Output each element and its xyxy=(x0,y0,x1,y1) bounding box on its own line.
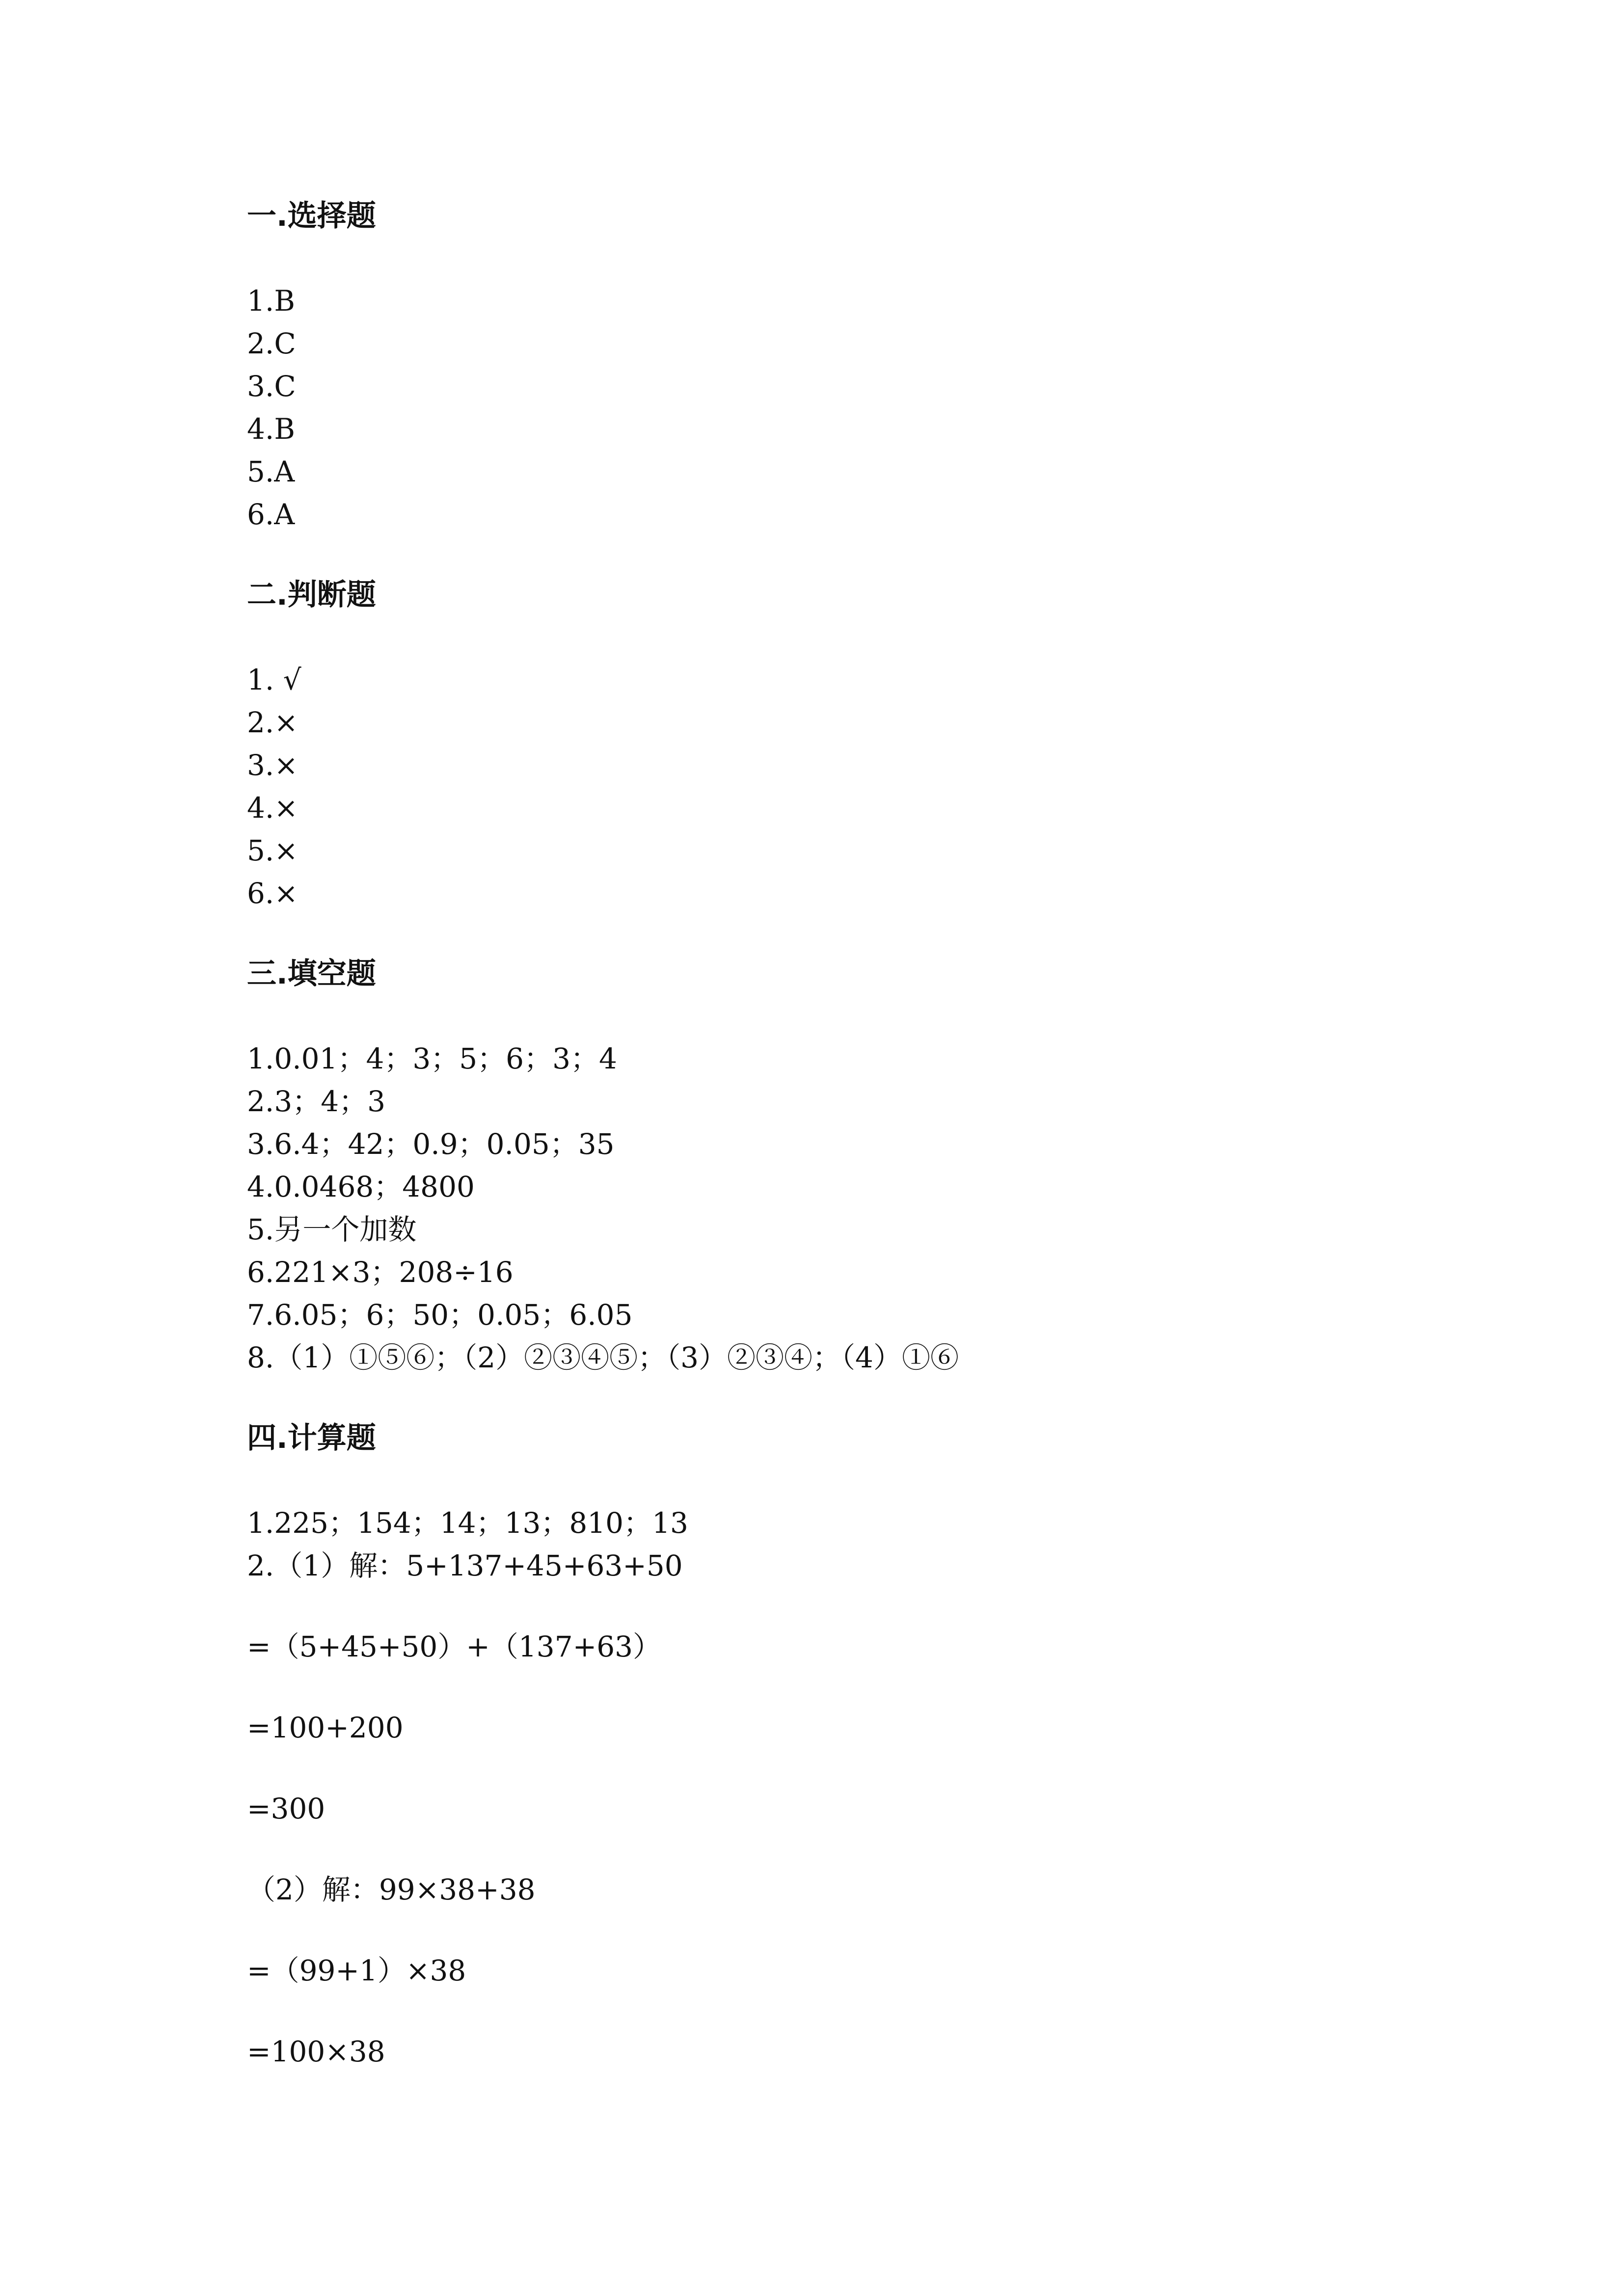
calculation-step: （2）解：99×38+38 xyxy=(247,1873,536,1906)
answer-line: 5.另一个加数 xyxy=(247,1213,417,1246)
answer-line: 1. √ xyxy=(247,663,301,696)
answer-line: 3.× xyxy=(247,748,298,782)
answer-line: 7.6.05；6；50；0.05；6.05 xyxy=(247,1298,633,1332)
answer-line: 4.B xyxy=(247,412,295,446)
section-title-judgement: 二.判断题 xyxy=(247,578,376,612)
answer-line: 3.6.4；42；0.9；0.05；35 xyxy=(247,1127,615,1161)
calculation-step: =（99+1）×38 xyxy=(247,1954,466,1987)
section-title-calculation: 四.计算题 xyxy=(247,1421,376,1455)
choice-answers xyxy=(247,280,1425,536)
section-title-choice: 一.选择题 xyxy=(247,199,376,233)
answer-line: 2.3；4；3 xyxy=(247,1085,386,1118)
answer-line: 6.× xyxy=(247,877,298,910)
calculation-step: =（5+45+50）+（137+63） xyxy=(247,1630,662,1663)
answer-line: 1.225；154；14；13；810；13 xyxy=(247,1506,688,1540)
answer-line: 6.A xyxy=(247,498,295,531)
calculation-step: =300 xyxy=(247,1792,325,1825)
calculation-step: =100+200 xyxy=(247,1711,404,1744)
answer-line: 1.B xyxy=(247,284,295,318)
answer-line: 2.（1）解：5+137+45+63+50 xyxy=(247,1549,683,1582)
answer-line: 3.C xyxy=(247,370,296,403)
answer-line: 6.221×3；208÷16 xyxy=(247,1255,514,1289)
calculation-step: =100×38 xyxy=(247,2035,385,2068)
answer-content xyxy=(247,196,1425,2073)
answer-line: 4.× xyxy=(247,791,298,825)
answer-line: 1.0.01；4；3；5；6；3；4 xyxy=(247,1042,617,1075)
answer-line: 4.0.0468；4800 xyxy=(247,1170,475,1203)
judgement-answers xyxy=(247,659,1425,915)
fill-blank-answers xyxy=(247,1038,1425,1379)
answer-line: 5.× xyxy=(247,834,298,867)
answer-line: 5.A xyxy=(247,455,295,488)
answer-line: 8.（1）①⑤⑥；（2）②③④⑤；（3）②③④；（4）①⑥ xyxy=(247,1341,959,1374)
answer-line: 2.× xyxy=(247,706,298,739)
calculation-answers xyxy=(247,1502,1425,1587)
section-title-fill-blank: 三.填空题 xyxy=(247,957,376,991)
answer-line: 2.C xyxy=(247,327,296,360)
